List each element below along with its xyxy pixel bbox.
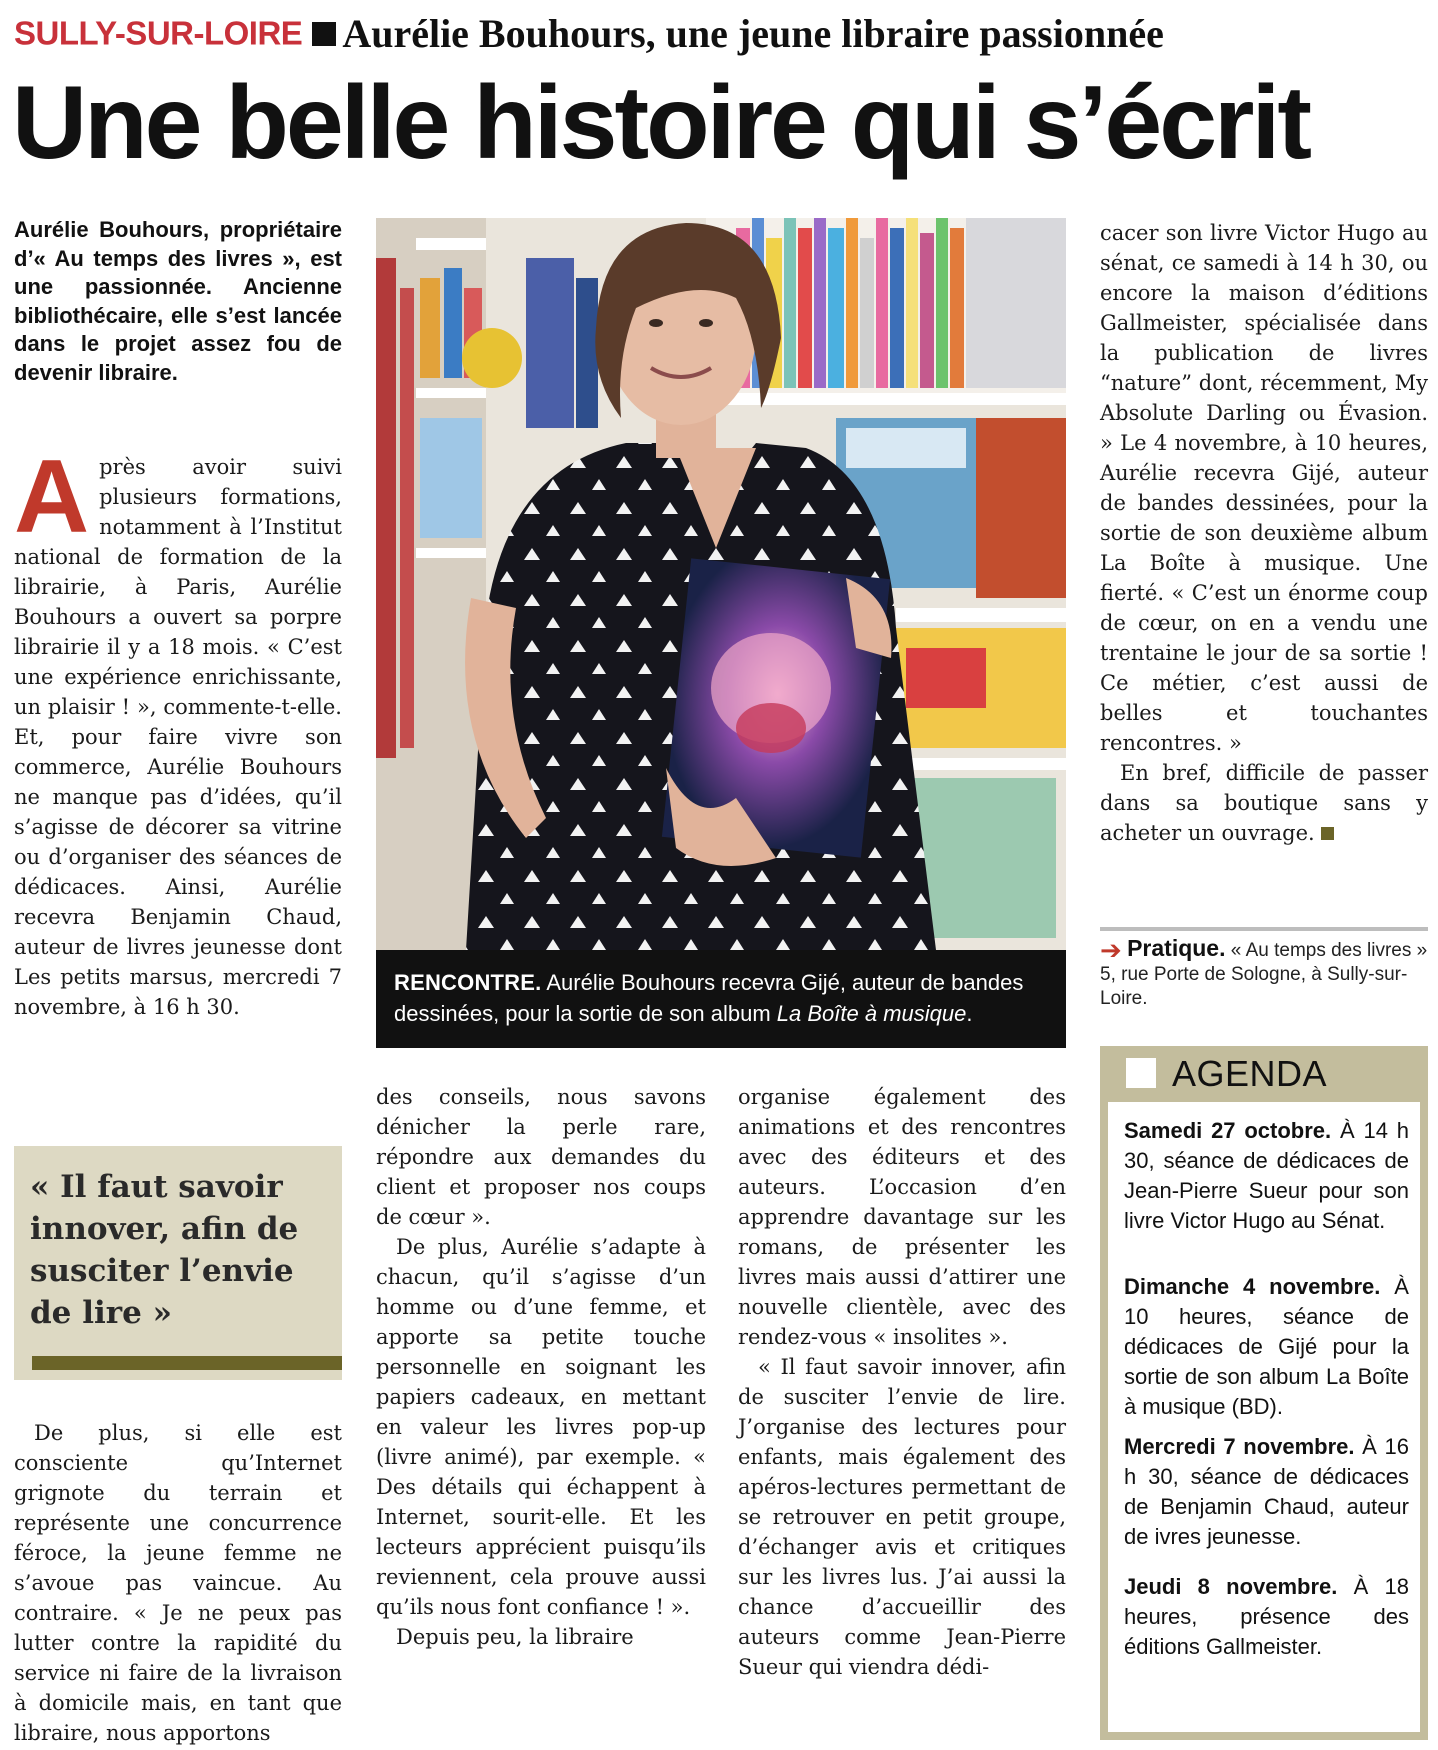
column-2-p1: des conseils, nous savons dénicher la perle rare, répondre aux demandes du client et proposer nos coups de cœur ». bbox=[376, 1085, 706, 1229]
agenda-item bbox=[1124, 1272, 1409, 1422]
agenda-item-date: Samedi 27 octobre. bbox=[1124, 1118, 1332, 1143]
kicker bbox=[14, 10, 1164, 60]
pullquote-box bbox=[14, 1146, 342, 1380]
end-square-icon bbox=[1321, 827, 1334, 840]
column-4 bbox=[1100, 218, 1428, 848]
column-1 bbox=[14, 439, 342, 1022]
agenda-header bbox=[1100, 1046, 1428, 1102]
square-bullet-icon bbox=[312, 22, 336, 46]
column-2-p2: De plus, Aurélie s’adapte à chacun, qu’il s’agisse d’un homme ou d’une femme, et apporte sa petite touche personnelle en soignant les papiers cadeaux, en mettant en valeur les livres pop-up (livre animé), par exemple. « Des détails qui échappent à Internet, sourit-elle. Et les lecteurs apprécient puisqu’ils reviennent, cela prouve aussi qu’ils nous font confiance ! ». bbox=[376, 1235, 706, 1619]
pratique-text: « Au temps des livres » 5, rue Porte de Sologne, à Sully-sur-Loire. bbox=[1100, 940, 1428, 1009]
column-2-p3: Depuis peu, la libraire bbox=[396, 1625, 634, 1649]
photo bbox=[376, 218, 1066, 950]
caption-text: Aurélie Bouhours recevra Gijé, auteur de bandes dessinées, pour la sortie de son album bbox=[394, 970, 1024, 1026]
agenda-title: AGENDA bbox=[1172, 1053, 1328, 1094]
column-1-continued bbox=[14, 1418, 342, 1748]
agenda-item-text: À 16 h 30, séance de dédicaces de Benjamin Chaud, auteur de ivres jeunesse. bbox=[1124, 1434, 1409, 1549]
separator-rule bbox=[1100, 927, 1428, 931]
arrow-right-icon: ➔ bbox=[1100, 935, 1122, 965]
column-3 bbox=[738, 1082, 1066, 1682]
caption-label: RENCONTRE. bbox=[394, 970, 542, 995]
pratique-label: Pratique. bbox=[1127, 935, 1226, 961]
photo-illustration bbox=[376, 218, 1066, 950]
agenda-item-text: À 14 h 30, séance de dédicaces de Jean-Pierre Sueur pour son livre Victor Hugo au Sénat. bbox=[1124, 1118, 1409, 1233]
column-2 bbox=[376, 1082, 706, 1652]
column-3-p2: « Il faut savoir innover, afin de susciter l’envie de lire. J’organise des lectures pour enfants, mais également des apéros-lectures permettant de se retrouver en petit groupe, d’échanger avis et critiques sur les livres lus. J’ai aussi la chance d’accueillir des auteurs comme Jean-Pierre Sueur qui viendra dédi- bbox=[738, 1355, 1066, 1679]
lead-paragraph: Aurélie Bouhours, propriétaire d’« Au temps des livres », est une passionnée. Ancienne bibliothécaire, elle s’est lancée dans le projet assez fou de devenir libraire. bbox=[14, 217, 342, 385]
agenda-item bbox=[1124, 1432, 1409, 1552]
pullquote-text: « Il faut savoir innover, afin de susciter l’envie de lire » bbox=[30, 1169, 299, 1331]
dropcap: A bbox=[14, 439, 90, 555]
caption-album-title: La Boîte à musique bbox=[776, 1001, 967, 1026]
column-3-p1: organise également des animations et des rencontres avec des éditeurs et des auteurs. L’occasion d’en apprendre davantage sur les romans, de présenter les livres mais aussi d’attirer une nouvelle clientèle, avec des rendez-vous « insolites ». bbox=[738, 1085, 1066, 1349]
agenda-item-date: Dimanche 4 novembre. bbox=[1124, 1274, 1381, 1299]
agenda-item bbox=[1124, 1572, 1409, 1662]
column-1b-text: De plus, si elle est consciente qu’Internet grignote du terrain et représente une concurrence féroce, la jeune femme ne s’avoue pas vaincue. Au contraire. « Je ne peux pas lutter contre la rapidité du service ni faire de la livraison à domicile mais, en tant que libraire, nous apportons bbox=[14, 1421, 342, 1745]
square-icon bbox=[1126, 1058, 1156, 1088]
agenda-item-date: Mercredi 7 novembre. bbox=[1124, 1434, 1355, 1459]
pullquote-bar bbox=[32, 1356, 342, 1370]
column-4-p1: cacer son livre Victor Hugo au sénat, ce samedi à 14 h 30, ou encore la maison d’éditions Gallmeister, spécialisée dans la publication de livres “nature” dont, récemment, My Absolute Darling ou Évasion. » Le 4 novembre, à 10 heures, Aurélie recevra Gijé, auteur de bandes dessinées, pour la sortie de son deuxième album La Boîte à musique. Une fierté. « C’est un énorme coup de cœur, on en a vendu une trentaine le jour de sa sortie ! Ce métier, c’est aussi de belles et touchantes rencontres. » bbox=[1100, 221, 1428, 755]
kicker-subtitle: Aurélie Bouhours, une jeune libraire passionnée bbox=[342, 11, 1164, 56]
caption-end: . bbox=[966, 1001, 973, 1026]
kicker-place: SULLY-SUR-LOIRE bbox=[14, 14, 303, 52]
headline: Une belle histoire qui s’écrit bbox=[12, 65, 1310, 181]
agenda-item-text: À 18 heures, présence des éditions Gallmeister. bbox=[1124, 1574, 1409, 1659]
pratique-box bbox=[1100, 936, 1428, 1011]
agenda-list bbox=[1108, 1102, 1420, 1732]
agenda-item-date: Jeudi 8 novembre. bbox=[1124, 1574, 1338, 1599]
agenda-item-text: À 10 heures, séance de dédicaces de Gijé pour la sortie de son album La Boîte à musique (BD). bbox=[1124, 1274, 1409, 1419]
agenda-item bbox=[1124, 1116, 1409, 1236]
column-4-p2: En bref, difficile de passer dans sa boutique sans y acheter un ouvrage. bbox=[1100, 761, 1428, 845]
column-1-text: près avoir suivi plusieurs formations, notamment à l’Institut national de formation de la librairie, à Paris, Aurélie Bouhours a ouvert sa porpre librairie il y a 18 mois. « C’est une expérience enrichissante, un plaisir ! », commente-t-elle. Et, pour faire vivre son commerce, Aurélie Bouhours ne manque pas d’idées, qu’il s’agisse de décorer sa vitrine ou d’organiser des séances de dédicaces. Ainsi, Aurélie recevra Benjamin Chaud, auteur de livres jeunesse dont Les petits marsus, mercredi 7 novembre, à 16 h 30. bbox=[14, 455, 342, 1019]
photo-caption bbox=[376, 950, 1066, 1048]
agenda-box bbox=[1100, 1046, 1428, 1740]
